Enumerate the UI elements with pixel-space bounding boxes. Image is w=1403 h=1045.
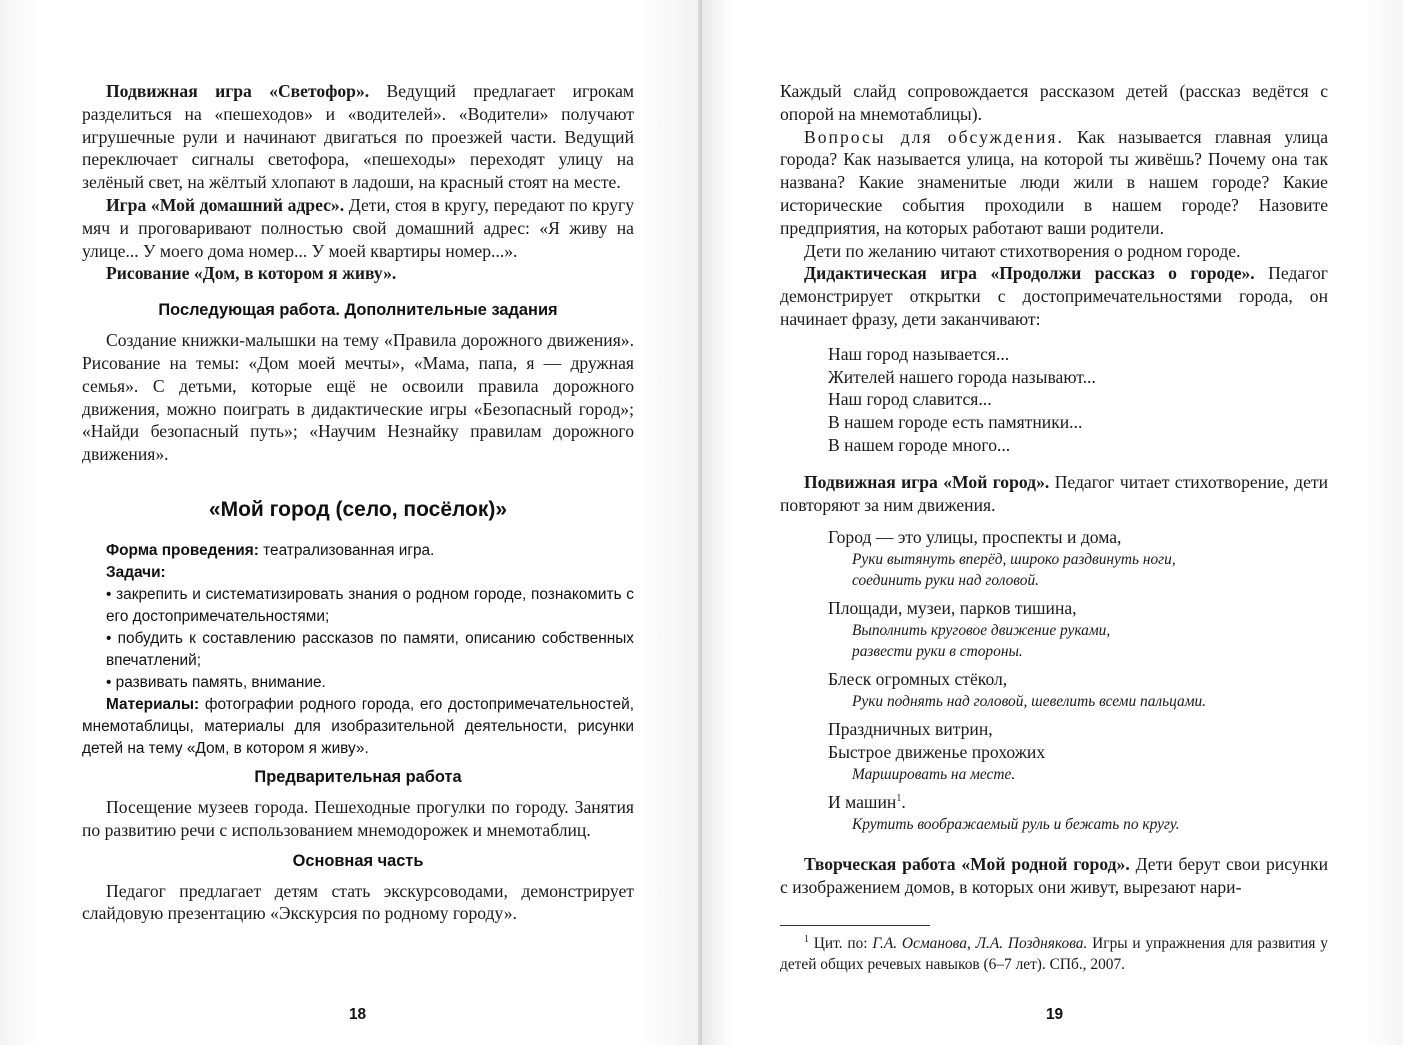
paragraph-drawing [82,262,634,285]
poem-line [828,791,1328,814]
creative-work-text: Дети берут свои рисунки с изображением домов, в которых они живут, вырезают нари- [780,854,1328,898]
home-address-game-text: Дети, стоя в кругу, передают по кругу мяч и проговаривают полностью свой домашний адрес: «Я живу на улице... У моего дома номер... У моей квартиры номер...». [82,194,634,261]
paragraph-main-part: Педагог предлагает детям стать экскурсоводами, демонстрирует слайдовую презентацию «Экскурсия по родному городу». [82,880,634,924]
phrase-item: В нашем городе есть памятники... [828,412,1083,433]
my-city-game-title: Подвижная игра «Мой город». [804,471,1050,492]
movement-instruction: Руки вытянуть вперёд, широко раздвинуть ноги, [852,551,1176,569]
footnote-authors: Г.А. Османова, Л.А. Позднякова. [872,934,1088,952]
traffic-light-game-text: Ведущий предлагает игрокам разделиться на «пешеходов» и «водителей». «Водители» получают игрушечные рули и начинают двигаться по проезжей части. Ведущий переключает сигналы светофора, «пешеходы» переходят улицу на зелёный свет, на жёлтый хлопают в ладоши, на красный стоят на месте. [82,81,635,193]
drawing-title: Рисование «Дом, в котором я живу». [106,263,397,284]
paragraph-creative-work [780,853,1328,899]
paragraph-poems: Дети по желанию читают стихотворения о родном городе. [804,240,1241,261]
footnote-number: 1 [804,933,809,945]
movement-instruction: Маршировать на месте. [852,766,1016,784]
poem-line: Быстрое движенье прохожих [828,742,1046,763]
poem-line-text: И машин [828,792,897,813]
form-label: Форма проведения: [106,541,259,559]
task-item: • развивать память, внимание. [106,673,326,691]
paragraph-slides: Каждый слайд сопровождается рассказом детей (рассказ ведётся с опорой на мнемотаблицы). [780,81,1328,124]
page-number-left: 18 [349,1006,367,1023]
left-text-column [82,80,634,925]
poem-line: Площади, музеи, парков тишина, [828,598,1077,619]
footnote-marker[interactable]: 1 [896,793,902,805]
creative-work-title: Творческая работа «Мой родной город». [804,854,1130,875]
tasks-label: Задачи: [106,563,166,581]
lesson-title: «Мой город (село, посёлок)» [208,497,508,521]
didactic-game-title: Дидактическая игра «Продолжи рассказ о городе». [804,263,1255,284]
right-text-column [780,80,1328,976]
phrase-item: Наш город называется... [828,343,1010,364]
paragraph-home-address-game [82,194,634,262]
footnote-text: Игры и упражнения для развития у детей общих речевых навыков (6–7 лет). СПб., 2007. [780,934,1328,973]
poem-line: Праздничных витрин, [828,719,993,740]
tasks-label-line [82,562,634,584]
footnote-prefix: Цит. по: [809,934,873,952]
section-heading-main-part: Основная часть [292,851,424,870]
page-right [702,0,1403,1045]
my-city-game-text: Педагог читает стихотворение, дети повторяют за ним движения. [780,471,1329,515]
form-value: театрализованная игра. [258,541,435,559]
phrase-item: В нашем городе много... [828,434,1011,455]
materials-line [82,694,634,760]
paragraph-questions [780,126,1328,240]
paragraph-followup: Создание книжки-малышки на тему «Правила дорожного движения». Рисование на темы: «Дом моей мечты», «Мама, папа, я — дружная семья». С детьми, которые ещё не освоили правила дорожного движения, можно поиграть в дидактические игры «Безопасный город»; «Найди безопасный путь»; «Научим Незнайку правилам дорожного движения». [82,330,634,465]
footnote-divider [780,925,930,926]
phrase-list [828,343,1328,457]
didactic-game-text: Педагог демонстрирует открытки с достопримечательностями города, он начинает фразу, дети заканчивают: [780,263,1329,329]
movement-instruction: Выполнить круговое движение руками, [852,622,1111,640]
paragraph-preliminary: Посещение музеев города. Пешеходные прогулки по городу. Занятия по развитию речи с использованием мнемодорожек и мнемотаблиц. [82,796,634,840]
movement-instruction: Крутить воображаемый руль и бежать по кругу. [852,816,1180,834]
movement-instruction: соединить руки над головой. [852,572,1040,590]
poem-line: Город — это улицы, проспекты и дома, [828,527,1122,548]
form-line [82,540,634,562]
poem-line-end: . [901,792,906,813]
poem [828,526,1328,835]
section-heading-followup: Последующая работа. Дополнительные задания [158,301,558,320]
section-heading-preliminary: Предварительная работа [254,767,462,786]
materials-value: фотографии родного города, его достопримечательностей, мнемотаблицы, материалы для изобразительной деятельности, рисунки детей на тему «Дом, в котором я живу». [82,695,634,757]
task-item: • побудить к составлению рассказов по памяти, описанию собственных впечатлений; [106,629,634,669]
traffic-light-game-title: Подвижная игра «Светофор». [106,81,370,101]
questions-text: Как называется главная улица города? Как называется улица, на которой ты живёшь? Почему она так названа? Какие знаменитые люди жили в нашем городе? Какие исторические события проходили в нашем городе? Назовите предприятия, на которых работают ваши родители. [780,126,1328,238]
paragraph-didactic-game [780,262,1328,330]
home-address-game-title: Игра «Мой домашний адрес». [106,194,345,215]
materials-label: Материалы: [106,695,200,713]
phrase-item: Жителей нашего города называют... [828,366,1096,387]
movement-instruction: развести руки в стороны. [852,643,1023,661]
paragraph-traffic-light-game [82,80,634,194]
movement-instruction: Руки поднять над головой, шевелить всеми пальцами. [852,693,1207,711]
page-number-right: 19 [1046,1006,1064,1023]
task-item: • закрепить и систематизировать знания о родном городе, познакомить с его достопримечательностями; [106,585,634,625]
phrase-item: Наш город славится... [828,389,992,410]
questions-label: Вопросы для обсуждения. [804,126,1064,147]
paragraph-my-city-game [780,471,1328,517]
footnote [780,934,1328,976]
poem-line: Блеск огромных стёкол, [828,669,1008,690]
